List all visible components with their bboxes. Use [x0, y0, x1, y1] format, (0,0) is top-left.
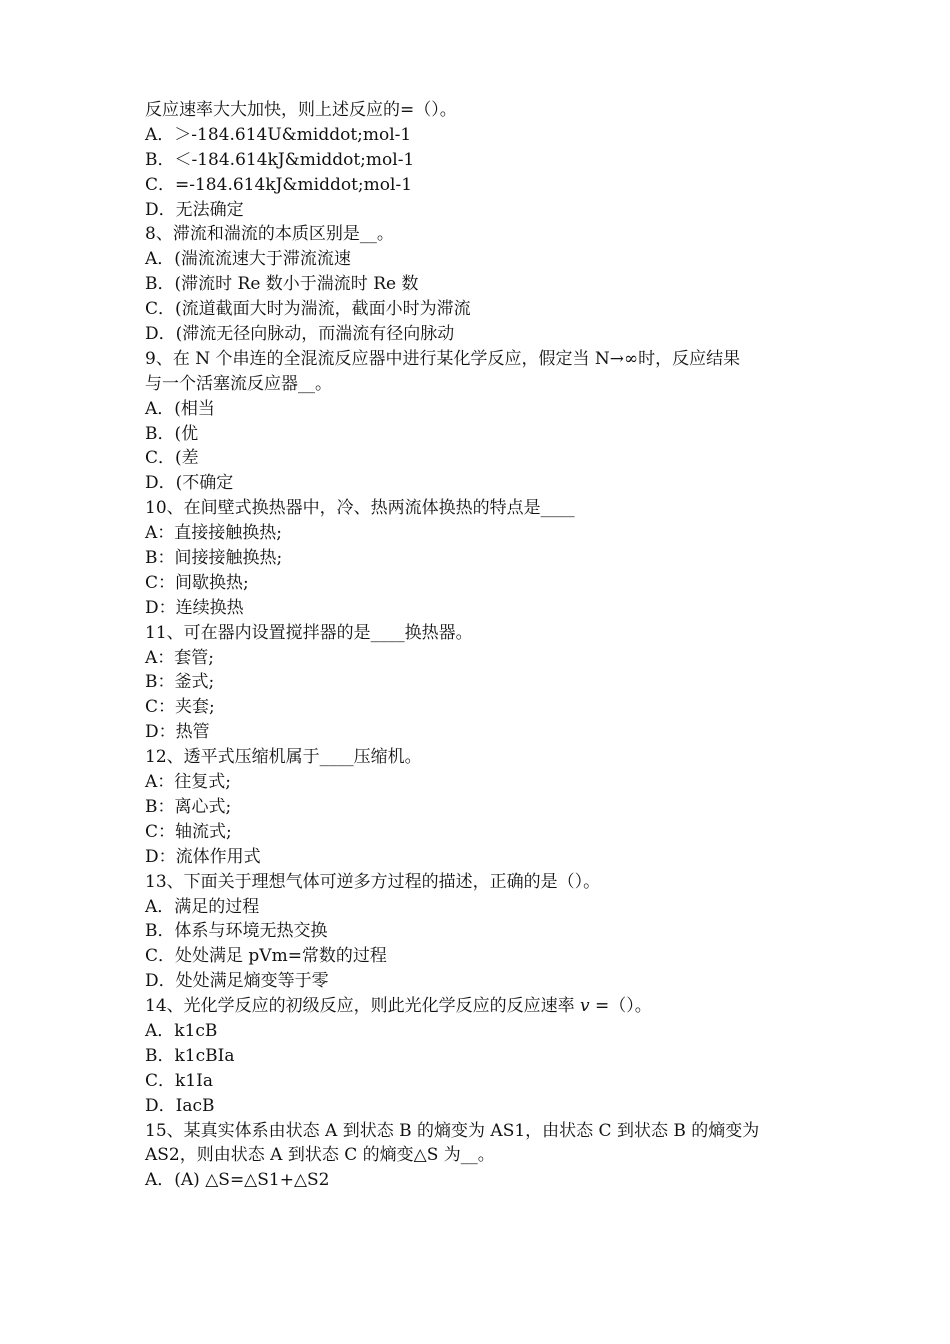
text-line: A．(相当 [145, 398, 215, 419]
question-line: 14、光化学反应的初级反应，则此光化学反应的反应速率 𝑣 =（）。 [145, 996, 652, 1017]
text-line: C：夹套; [145, 697, 215, 718]
text-line: C．处处满足 pVm=常数的过程 [145, 946, 387, 967]
question-line: 13、下面关于理想气体可逆多方过程的描述，正确的是（）。 [145, 871, 601, 892]
text-line: B．(滞流时 Re 数小于湍流时 Re 数 [145, 274, 419, 295]
text-line: 反应速率大大加快，则上述反应的=（）。 [145, 100, 457, 120]
question-line: 9、在 N 个串连的全混流反应器中进行某化学反应，假定当 N→∞时，反应结果 [145, 348, 741, 369]
question-line: 15、某真实体系由状态 A 到状态 B 的熵变为 AS1，由状态 C 到状态 B 的熵变为 [145, 1120, 760, 1141]
text-line: C．k1Ia [145, 1070, 213, 1091]
text-line: D．处处满足熵变等于零 [145, 971, 329, 992]
text-line: D．无法确定 [145, 199, 244, 220]
text-line: C：轴流式; [145, 821, 232, 842]
text-line: A：套管; [145, 647, 215, 668]
text-line: B：釜式; [145, 672, 215, 693]
text-line: D．(不确定 [145, 473, 234, 494]
text-line: A．＞-184.614U&middot;mol-1 [145, 124, 412, 145]
text-line: D．(滞流无径向脉动，而湍流有径向脉动 [145, 324, 455, 345]
text-line: C．(差 [145, 448, 199, 469]
text-line: AS2，则由状态 A 到状态 C 的熵变△S 为__。 [145, 1145, 495, 1166]
text-line: B．＜-184.614kJ&middot;mol-1 [145, 149, 415, 170]
question-line: 10、在间壁式换热器中，冷、热两流体换热的特点是____ [145, 498, 575, 519]
text-line: D：热管 [145, 722, 210, 743]
text-line: B．(优 [145, 423, 199, 444]
text-line: A：直接接触换热; [145, 523, 283, 544]
question-line: 12、透平式压缩机属于____压缩机。 [145, 747, 422, 768]
text-line: B．体系与环境无热交换 [145, 921, 328, 942]
text-line: C：间歇换热; [145, 572, 249, 593]
text-line: C．=-184.614kJ&middot;mol-1 [145, 174, 413, 195]
text-line: D：流体作用式 [145, 846, 261, 867]
text-line: 与一个活塞流反应器__。 [145, 373, 332, 394]
text-line: C．(流道截面大时为湍流，截面小时为滞流 [145, 299, 471, 320]
document-body [145, 98, 815, 1193]
text-line: A．(湍流流速大于滞流流速 [145, 249, 351, 270]
text-line: A．k1cB [145, 1020, 218, 1041]
text-line: D：连续换热 [145, 597, 244, 618]
text-line: B：间接接触换热; [145, 548, 283, 569]
question-line: 8、滞流和湍流的本质区别是__。 [145, 224, 394, 245]
question-line: 11、可在器内设置搅拌器的是____换热器。 [145, 622, 473, 643]
text-line: B．k1cBIa [145, 1045, 235, 1066]
text-line: A．满足的过程 [145, 896, 260, 917]
text-line: A：往复式; [145, 772, 232, 793]
text-line: B：离心式; [145, 796, 232, 817]
text-line: A．(A) △S=△S1+△S2 [145, 1170, 330, 1191]
text-line: D．IacB [145, 1095, 215, 1116]
